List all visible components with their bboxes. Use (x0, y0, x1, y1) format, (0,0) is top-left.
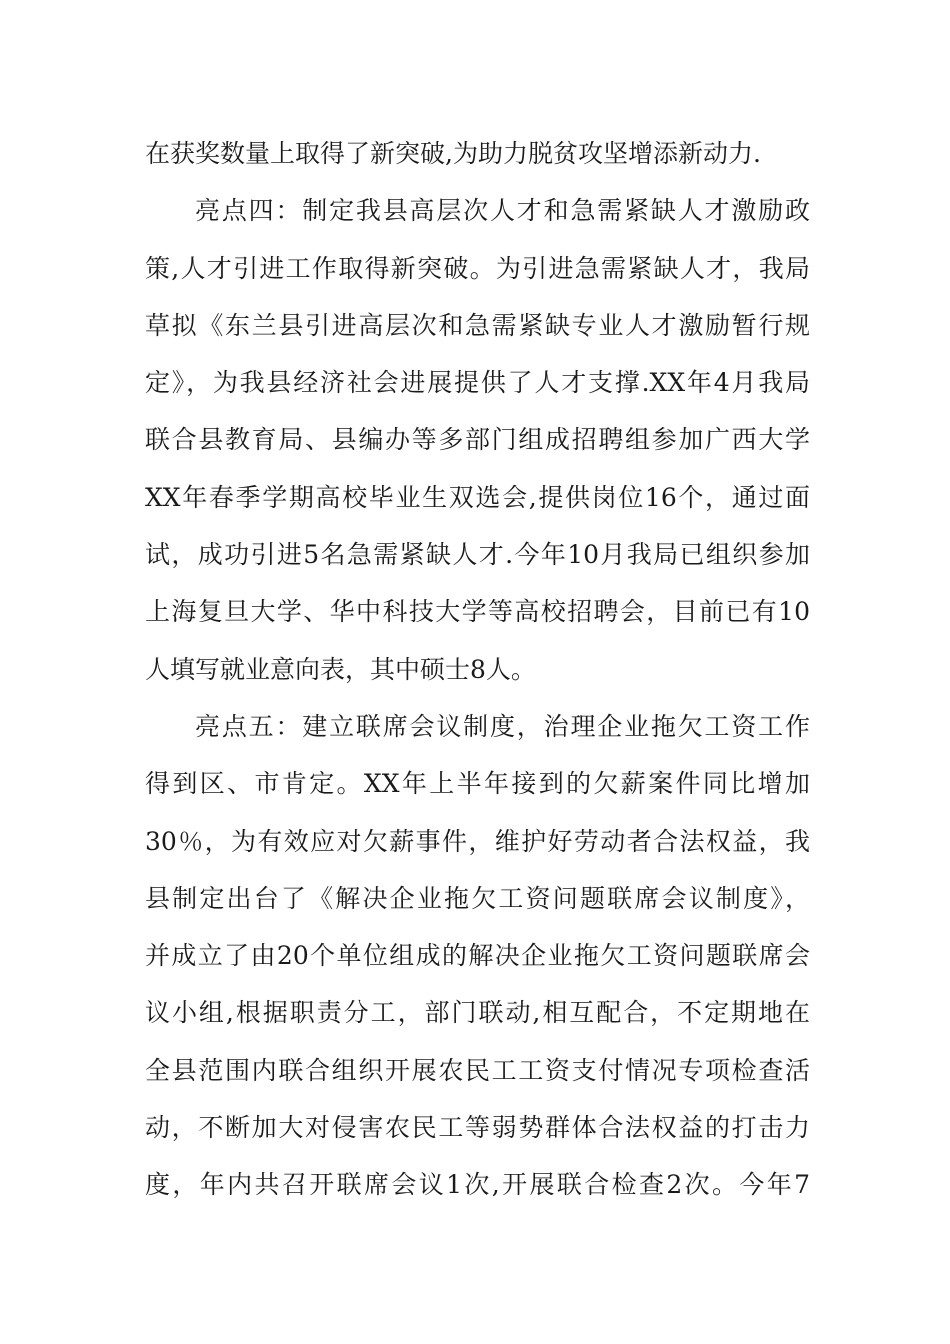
text-line: 定》，为我县经济社会进展提供了人才支撑.XX年4月我局 (145, 368, 810, 398)
text-line: 草拟《东兰县引进高层次和急需紧缺专业人才激励暂行规 (145, 310, 810, 340)
body-text (145, 125, 810, 1214)
text-line: 试，成功引进5名急需紧缺人才.今年10月我局已组织参加 (145, 540, 810, 570)
paragraph-first-line: 亮点四：制定我县高层次人才和急需紧缺人才激励政 (195, 196, 810, 226)
text-line: 得到区、市肯定。XX年上半年接到的欠薪案件同比增加 (145, 769, 810, 799)
text-line: 并成立了由20个单位组成的解决企业拖欠工资问题联席会 (145, 941, 810, 971)
text-line: 在获奖数量上取得了新突破,为助力脱贫攻坚增添新动力. (145, 139, 761, 168)
text-line: 联合县教育局、县编办等多部门组成招聘组参加广西大学 (145, 425, 810, 455)
text-line: 策,人才引进工作取得新突破。为引进急需紧缺人才，我局 (145, 253, 810, 283)
paragraph-first-line: 亮点五：建立联席会议制度，治理企业拖欠工资工作 (195, 711, 810, 741)
text-line: 议小组,根据职责分工，部门联动,相互配合，不定期地在 (145, 998, 810, 1028)
text-line: 上海复旦大学、华中科技大学等高校招聘会，目前已有10 (145, 597, 810, 627)
text-line: 全县范围内联合组织开展农民工工资支付情况专项检查活 (145, 1055, 810, 1085)
text-line: 30％，为有效应对欠薪事件，维护好劳动者合法权益，我 (145, 826, 810, 856)
text-line: XX年春季学期高校毕业生双选会,提供岗位16个，通过面 (145, 482, 810, 512)
text-line: 人填写就业意向表，其中硕士8人。 (145, 654, 536, 684)
text-line: 县制定出台了《解决企业拖欠工资问题联席会议制度》， (145, 883, 810, 913)
text-line: 度，年内共召开联席会议1次,开展联合检查2次。今年7 (145, 1170, 810, 1200)
text-line: 动，不断加大对侵害农民工等弱势群体合法权益的打击力 (145, 1113, 810, 1143)
